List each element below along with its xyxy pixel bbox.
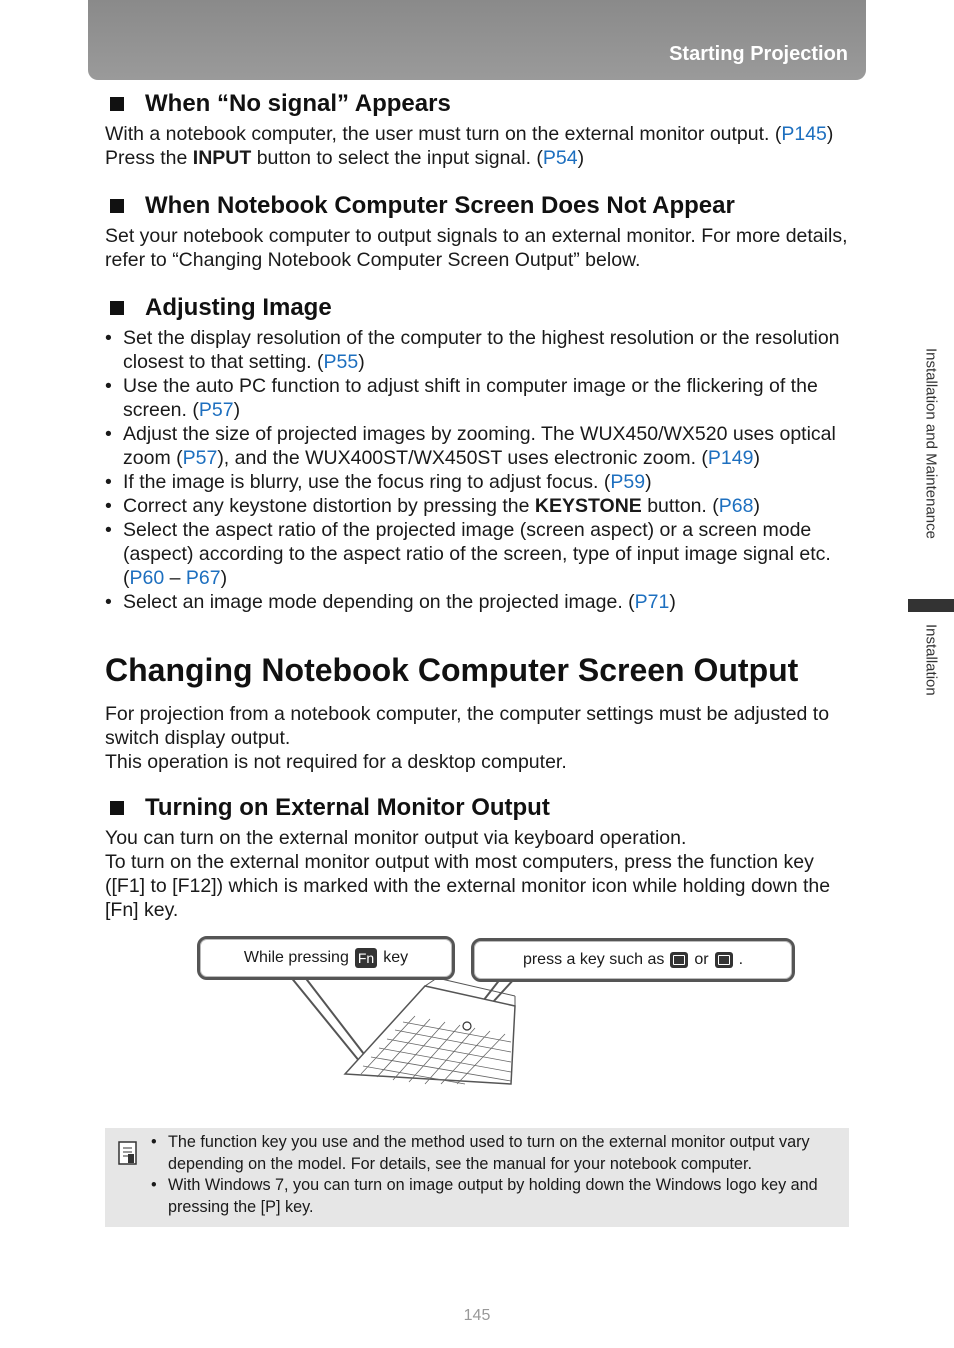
note-list [151,1132,841,1218]
note-item: • The function key you use and the method used to turn on the external monitor output vary depending on the model. For details, see the manual for your notebook computer. [151,1132,841,1175]
link-p68[interactable]: P68 [718,495,754,517]
link-p60[interactable]: P60 [129,567,165,589]
keyboard-illustration [105,934,850,1092]
link-p67[interactable]: P67 [185,567,221,589]
turning-on-paragraph-2: To turn on the external monitor output with most computers, press the function key ([F1] to [F12]) which is marked with the external monitor icon while holding down the [Fn] key. [105,851,831,921]
list-item: • Set the display resolution of the computer to the highest resolution or the resolution closest to that setting. (P55) [105,326,850,374]
adjusting-image-list [105,326,850,614]
heading-turning-on-output: Turning on External Monitor Output [105,792,850,824]
section-title-changing-output: Changing Notebook Computer Screen Output [105,652,799,688]
callout-press-key: press a key such as or . [471,938,795,982]
page-header [88,0,866,80]
link-p55[interactable]: P55 [323,351,359,373]
turning-on-paragraph-1: You can turn on the external monitor output via keyboard operation. [105,827,687,849]
list-item: • Select an image mode depending on the projected image. (P71) [105,590,850,614]
no-signal-paragraph-2: Press the INPUT button to select the input signal. (P54) [105,147,585,169]
square-bullet-icon [110,301,124,315]
callout-while-pressing-fn: While pressing Fn key [197,936,455,980]
list-item: • Adjust the size of projected images by zooming. The WUX450/WX520 uses optical zoom (P57), and the WUX400ST/WX450ST uses electronic zoom. (P149) [105,422,850,470]
external-monitor-key-icon [715,952,733,968]
changing-paragraph-1: For projection from a notebook computer, the computer settings must be adjusted to switch display output. [105,703,830,749]
list-item: • Select the aspect ratio of the projected image (screen aspect) or a screen mode (aspect) according to the aspect ratio of the screen, type of input image signal etc. (P60 – P67) [105,518,850,590]
header-title: Starting Projection [669,43,848,65]
link-p145[interactable]: P145 [781,123,827,145]
link-p149[interactable]: P149 [707,447,754,469]
external-monitor-key-icon [670,952,688,968]
link-p54[interactable]: P54 [542,147,578,169]
note-item: • With Windows 7, you can turn on image output by holding down the Windows logo key and pressing the [P] key. [151,1175,841,1218]
link-p71[interactable]: P71 [634,591,670,613]
side-tab-marker [908,599,954,612]
square-bullet-icon [110,199,124,213]
square-bullet-icon [110,801,124,815]
page-number: 145 [463,1307,491,1324]
link-p57-zoom[interactable]: P57 [182,447,218,469]
list-item: • If the image is blurry, use the focus ring to adjust focus. (P59) [105,470,850,494]
heading-not-appear: When Notebook Computer Screen Does Not Appear [105,190,850,222]
no-signal-paragraph-1: With a notebook computer, the user must turn on the external monitor output. (P145) [105,123,834,145]
changing-paragraph-2: This operation is not required for a desktop computer. [105,751,567,773]
side-tab-section[interactable]: Installation and Maintenance [922,348,940,539]
side-tab-subsection[interactable]: Installation [922,624,940,696]
note-box [105,1128,849,1227]
page-content [105,88,850,1092]
link-p59[interactable]: P59 [610,471,646,493]
heading-adjusting-image: Adjusting Image [105,292,850,324]
memo-icon [117,1140,139,1166]
list-item: • Correct any keystone distortion by pressing the KEYSTONE button. (P68) [105,494,850,518]
square-bullet-icon [110,97,124,111]
fn-key-icon: Fn [355,948,377,968]
link-p57[interactable]: P57 [198,399,234,421]
heading-no-signal: When “No signal” Appears [105,88,850,120]
not-appear-paragraph: Set your notebook computer to output signals to an external monitor. For more details, refer to “Changing Notebook Computer Screen Output” below. [105,225,848,271]
list-item: • Use the auto PC function to adjust shift in computer image or the flickering of the screen. (P57) [105,374,850,422]
